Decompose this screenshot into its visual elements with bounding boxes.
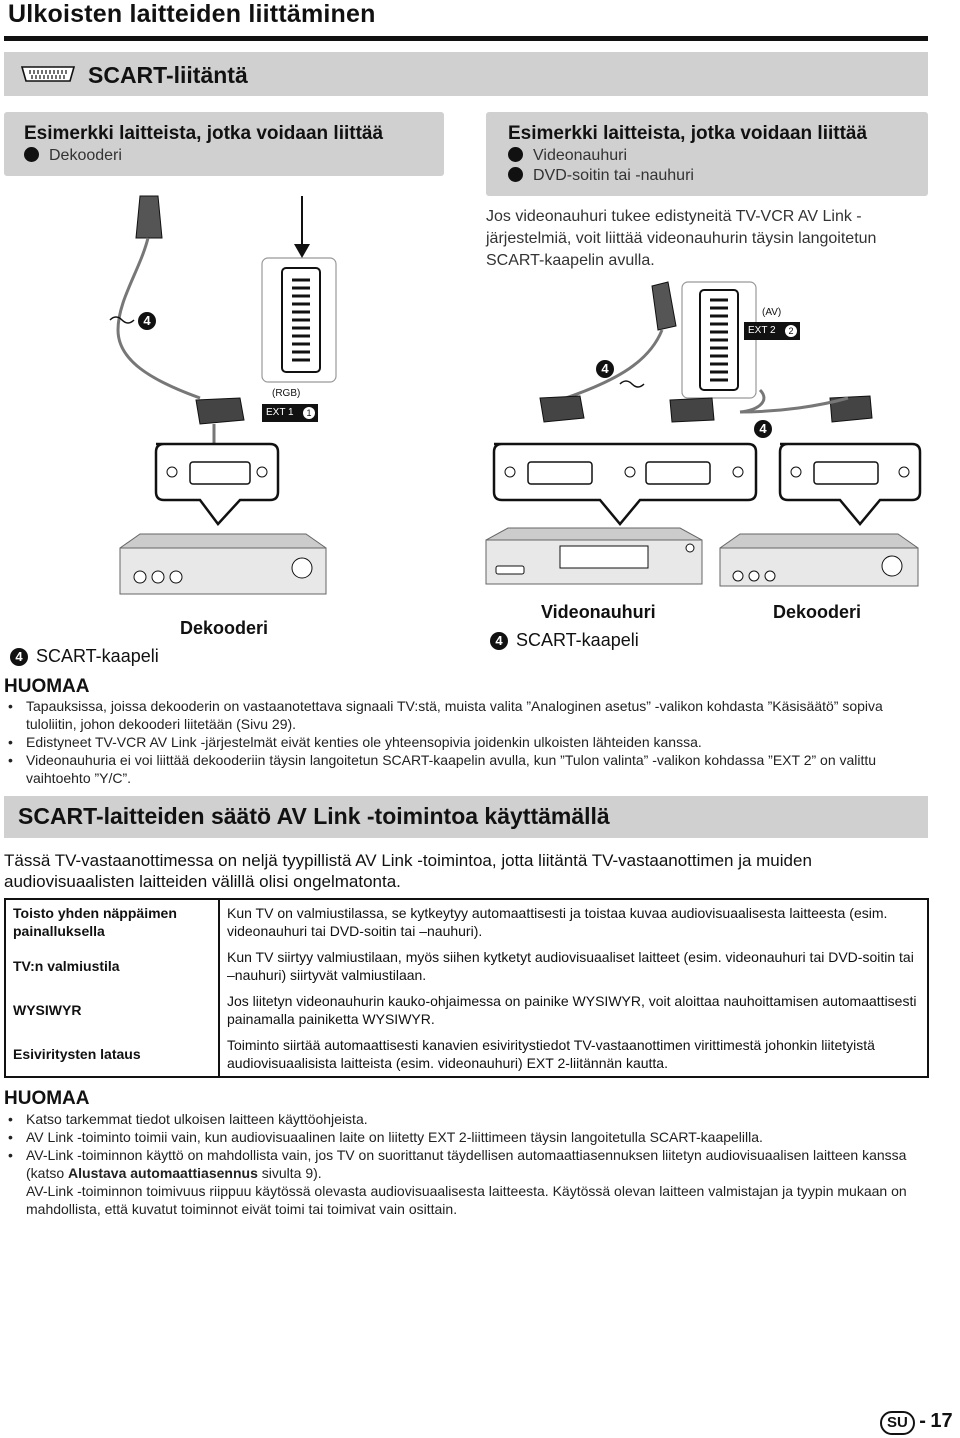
feature-desc: Kun TV siirtyy valmiustilaan, myös siihen kytketyt audiovisuaaliset laitteet (esim. videonauhuri tai DVD-soitin tai –nauhuri) siirtyvät valmiustilaan. xyxy=(227,949,914,983)
right-description: Jos videonauhuri tukee edistyneitä TV-VCR AV Link -järjestelmiä, voit liittää videonauhurin täysin langoitetun SCART-kaapelin avulla. xyxy=(486,208,877,269)
section-title-scart: SCART-liitäntä xyxy=(88,62,248,88)
feature-desc: Toiminto siirtää automaattisesti kanavien esiviritystiedot TV-vastaanottimen virittimestä johonkin liitetyistä audiovisuaalisista laitteista (esim. videonauhuri) EXT 2-liitännän kautta. xyxy=(227,1037,875,1071)
ext2-badge: EXT 2 2 xyxy=(744,322,800,340)
ext2-sublabel: (AV) xyxy=(762,307,782,318)
ext1-sublabel: (RGB) xyxy=(272,388,301,399)
note-item: • Katso tarkemmat tiedot ulkoisen laitteen käyttöohjeista. xyxy=(8,1111,368,1127)
language-badge: SU xyxy=(880,1411,915,1435)
example-left-title: Esimerkki laitteista, jotka voidaan liittää xyxy=(24,123,384,144)
feature-name: TV:n valmiustila xyxy=(5,944,219,988)
note-item: • Tapauksissa, joissa dekooderin on vastaanotettava signaali TV:stä, muista valita ”Analoginen asetus” -valikon kohdasta ”Käsisäätö” sopiva tuloliitin, johon dekooderi liitetään (Sivu 29). xyxy=(8,698,883,732)
feature-name: Esiviritysten lataus xyxy=(5,1032,219,1077)
device-label-decoder-left: Dekooderi xyxy=(180,618,269,638)
table-row xyxy=(5,1032,928,1077)
bullet-dot-icon xyxy=(24,147,39,162)
note-item: • Edistyneet TV-VCR AV Link -järjestelmät eivät kenties ole yhteensopivia joidenkin ulkoisten lähteiden kanssa. xyxy=(8,734,702,750)
feature-name: Toisto yhden näppäimen painalluksella xyxy=(5,899,219,944)
page-title: Ulkoisten laitteiden liittäminen xyxy=(8,0,376,28)
caption-scart-cable-right: 4 SCART-kaapeli xyxy=(490,630,639,651)
title-rule xyxy=(4,36,928,41)
note-heading: HUOMAA xyxy=(4,676,90,697)
note-item: • Videonauhuria ei voi liittää dekooderiin täysin langoitetun SCART-kaapelin avulla, kun ”Tulon valinta” -valikon kohdassa ”EXT 2” on valittu vaihtoehto ”Y/C”. xyxy=(8,752,877,786)
feature-desc: Kun TV on valmiustilassa, se kytkeytyy automaattisesti ja toistaa kuvaa audiovisuaalisesta laitteesta (esim. videonauhuri tai DVD-soitin tai –nauhuri). xyxy=(227,905,888,939)
connection-diagram xyxy=(0,190,960,600)
example-box-left xyxy=(4,112,444,176)
bullet-dot-icon xyxy=(508,167,523,182)
device-label-decoder-right: Dekooderi xyxy=(773,602,862,622)
section-title-avlink: SCART-laitteiden säätö AV Link -toimintoa käyttämällä xyxy=(18,803,610,829)
example-left-item: Dekooderi xyxy=(24,147,122,165)
example-right-title: Esimerkki laitteista, jotka voidaan liittää xyxy=(508,123,868,144)
feature-desc: Jos liitetyn videonauhurin kauko-ohjaimessa on painike WYSIWYR, voit aloittaa nauhoittamisen automaattisesti painamalla painiketta WYSIWYR. xyxy=(227,993,917,1027)
caption-scart-cable-left: 4 SCART-kaapeli xyxy=(10,646,159,667)
cable-number-badge: 4 xyxy=(138,312,156,330)
feature-name: WYSIWYR xyxy=(5,988,219,1032)
table-row xyxy=(5,899,928,944)
example-box-right xyxy=(486,112,928,196)
note-list xyxy=(4,697,928,787)
page-number: SU - 17 xyxy=(880,1410,953,1435)
device-label-vcr: Videonauhuri xyxy=(541,602,656,622)
note-item: • AV Link -toiminto toimii vain, kun audiovisuaalinen laite on liitetty EXT 2-liittimeen täysin langoitetulla SCART-kaapelilla. xyxy=(8,1129,763,1145)
example-right-item: Videonauhuri xyxy=(508,147,627,165)
table-row xyxy=(5,988,928,1032)
example-right-item: DVD-soitin tai -nauhuri xyxy=(508,167,694,185)
note-item: • AV-Link -toiminnon käyttö on mahdollista vain, jos TV on suorittanut täydellisen automaattiasennuksen liitetyn audiovisuaalisen laitteen kanssa (katso Alustava automaattiasennus sivulta 9). AV-Link -toiminnon toimivuus riippuu käytössä olevasta audiovisuaalisesta laitteesta. Käytössä olevan laitteen valmistajan ja tyypin mukaan on mahdollista, että kuvatut toiminnot eivät toimi tai toimivat vain osittain. xyxy=(8,1147,907,1217)
feature-table xyxy=(4,898,929,1078)
note-list xyxy=(4,1110,928,1218)
scart-connector-icon xyxy=(20,65,76,83)
ext1-badge: EXT 1 1 xyxy=(262,404,318,422)
cable-number-badge: 4 xyxy=(596,360,614,378)
avlink-intro: Tässä TV-vastaanottimessa on neljä tyypillistä AV Link -toimintoa, jotta liitäntä TV-vastaanottimen ja muiden audiovisuaalisten laitteiden välillä olisi ongelmatonta. xyxy=(4,851,812,891)
cable-number-badge: 4 xyxy=(754,420,772,438)
note-heading: HUOMAA xyxy=(4,1088,90,1109)
table-row xyxy=(5,944,928,988)
bullet-dot-icon xyxy=(508,147,523,162)
